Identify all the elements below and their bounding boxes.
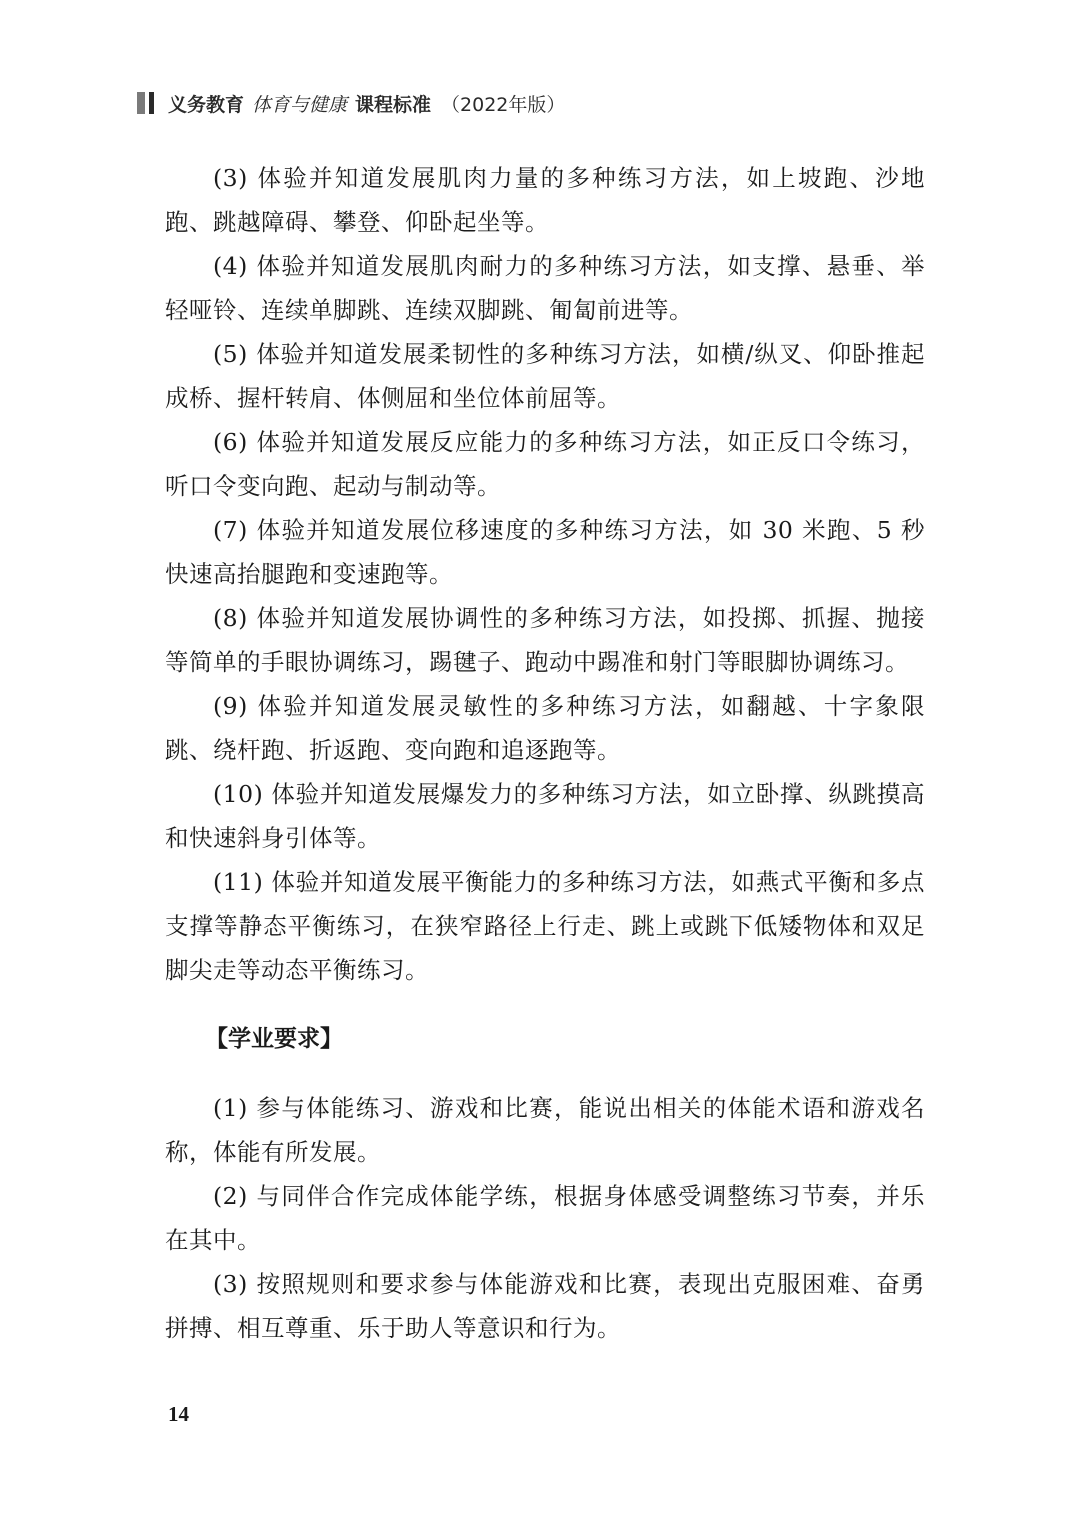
header-bars-icon xyxy=(137,92,154,114)
paragraph: (9) 体验并知道发展灵敏性的多种练习方法，如翻越、十字象限跳、绕杆跑、折返跑、变向跑和追逐跑等。 xyxy=(165,692,925,764)
paragraph: (3) 按照规则和要求参与体能游戏和比赛，表现出克服困难、奋勇拼搏、相互尊重、乐于助人等意识和行为。 xyxy=(165,1270,925,1342)
paragraph: (11) 体验并知道发展平衡能力的多种练习方法，如燕式平衡和多点支撑等静态平衡练习，在狭窄路径上行走、跳上或跳下低矮物体和双足脚尖走等动态平衡练习。 xyxy=(165,868,925,984)
page-number: 14 xyxy=(168,1402,189,1426)
paragraph: (10) 体验并知道发展爆发力的多种练习方法，如立卧撑、纵跳摸高和快速斜身引体等。 xyxy=(165,780,925,852)
running-header xyxy=(137,88,565,118)
paragraph: (4) 体验并知道发展肌肉耐力的多种练习方法，如支撑、悬垂、举轻哑铃、连续单脚跳、连续双脚跳、匍匐前进等。 xyxy=(165,252,925,324)
header-title-italic: 体育与健康 xyxy=(252,93,348,116)
paragraph: (6) 体验并知道发展反应能力的多种练习方法，如正反口令练习，听口令变向跑、起动与制动等。 xyxy=(165,428,925,500)
paragraph: (3) 体验并知道发展肌肉力量的多种练习方法，如上坡跑、沙地跑、跳越障碍、攀登、仰卧起坐等。 xyxy=(165,164,925,236)
paragraph: (1) 参与体能练习、游戏和比赛，能说出相关的体能术语和游戏名称，体能有所发展。 xyxy=(165,1094,925,1166)
page-body xyxy=(165,156,925,1350)
paragraph: (7) 体验并知道发展位移速度的多种练习方法，如 30 米跑、5 秒快速高抬腿跑和变速跑等。 xyxy=(165,516,925,588)
paragraph: (8) 体验并知道发展协调性的多种练习方法，如投掷、抓握、抛接等简单的手眼协调练习，踢毽子、跑动中踢准和射门等眼脚协调练习。 xyxy=(165,604,925,676)
section-heading: 【学业要求】 xyxy=(205,1026,343,1052)
header-title-part1: 义务教育 xyxy=(168,93,245,116)
header-edition: （2022年版） xyxy=(441,93,566,116)
header-title-part2: 课程标准 xyxy=(355,93,432,116)
paragraph: (5) 体验并知道发展柔韧性的多种练习方法，如横/纵叉、仰卧推起成桥、握杆转肩、体侧屈和坐位体前屈等。 xyxy=(165,340,925,412)
paragraph: (2) 与同伴合作完成体能学练，根据身体感受调整练习节奏，并乐在其中。 xyxy=(165,1182,925,1254)
